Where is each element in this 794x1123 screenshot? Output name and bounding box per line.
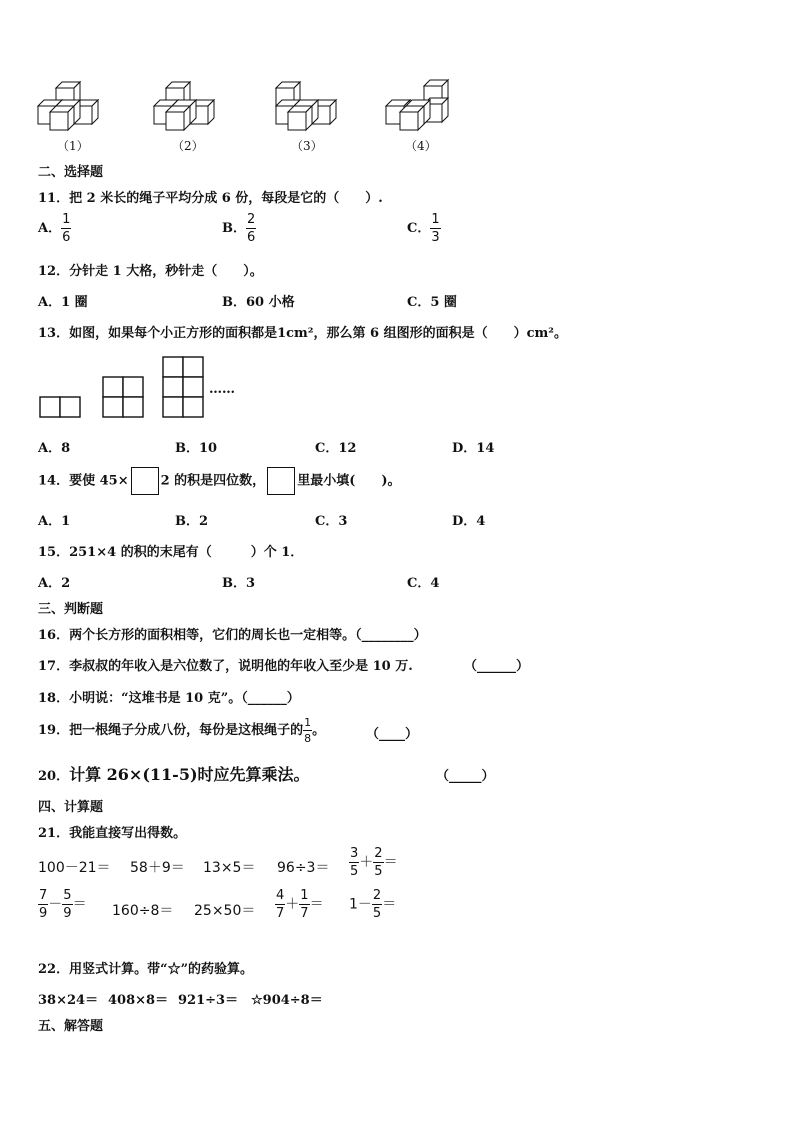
pattern-ellipsis: ……: [209, 382, 235, 397]
cube-caption-3: （3）: [291, 139, 323, 153]
calc-item: 160÷8＝: [112, 903, 174, 919]
cube-figure-2: [154, 82, 214, 130]
q12-option-a: A．1 圈: [38, 295, 88, 310]
q13-option-d: D．14: [452, 441, 495, 456]
question-11: 11．把 2 米长的绳子平均分成 6 份，每段是它的（ ）.: [38, 191, 383, 206]
calc-item: 25×50＝: [194, 903, 256, 919]
calc-fraction-item: $\frac{7}{9}$ － $\frac{5}{9}$ ＝: [39, 888, 87, 921]
q11-option-b: B． $\frac{2}{6}$: [222, 212, 256, 245]
question-17: 17．李叔叔的年收入是六位数了，说明他的年收入至少是 10 万.: [38, 659, 413, 674]
section-title-calculation: 四、计算题: [38, 800, 104, 815]
answer-box: [131, 467, 159, 495]
question-20: 20．计算 26×(11-5)时应先算乘法。: [38, 765, 310, 784]
q11-option-c: C． $\frac{1}{3}$: [407, 212, 440, 245]
vertical-calc-item: 921÷3＝: [178, 993, 239, 1008]
vertical-calc-item: 408×8＝: [108, 993, 169, 1008]
q19-blank: （____）: [366, 727, 419, 742]
q15-option-b: B．3: [222, 576, 256, 591]
q14-option-c: C．3: [315, 514, 348, 529]
question-15: 15．251×4 的积的末尾有（ ）个 1．: [38, 545, 304, 560]
q15-option-a: A．2: [38, 576, 71, 591]
question-12: 12．分针走 1 大格，秒针走（ ）。: [38, 264, 263, 279]
question-18: 18．小明说：“这堆书是 10 克”。（______）: [38, 691, 300, 706]
calc-item: 58＋9＝: [130, 860, 185, 876]
q15-option-c: C．4: [407, 576, 440, 591]
cube-figures: [34, 78, 464, 134]
q13-option-a: A．8: [38, 441, 71, 456]
vertical-calc-item: 38×24＝: [38, 993, 99, 1008]
cube-caption-1: （1）: [57, 139, 89, 153]
question-19: 19．把一根绳子分成八份，每份是这根绳子的 $\frac{1}{8}$ 。: [38, 716, 326, 745]
answer-box: [267, 467, 295, 495]
q13-option-c: C．12: [315, 441, 357, 456]
question-13: 13．如图，如果每个小正方形的面积都是1cm²，那么第 6 组图形的面积是（ ）cm²。: [38, 326, 567, 341]
cube-figure-4: [386, 80, 448, 130]
calc-item: 100－21＝: [38, 860, 111, 876]
vertical-calc-item: ☆904÷8＝: [251, 993, 323, 1008]
question-14: 14．要使 45× 2 的积是四位数， 里最小填( )。: [38, 467, 401, 495]
q20-blank: （_____）: [436, 769, 495, 784]
section-title-choice: 二、选择题: [38, 165, 104, 180]
question-22: 22．用竖式计算。带“☆”的药验算。: [38, 962, 254, 977]
cube-figure-3: [276, 82, 336, 130]
q14-option-a: A．1: [38, 514, 71, 529]
section-title-judgement: 三、判断题: [38, 602, 104, 617]
cube-caption-4: （4）: [405, 139, 437, 153]
calc-fraction-item: $\frac{4}{7}$ ＋ $\frac{1}{7}$ ＝: [276, 888, 324, 921]
q11-option-a: A． $\frac{1}{6}$: [38, 212, 71, 245]
square-pattern-figure: [38, 356, 208, 422]
calc-item: 13×5＝: [203, 860, 256, 876]
question-21: 21．我能直接写出得数。: [38, 826, 187, 841]
q14-option-b: B．2: [175, 514, 209, 529]
cube-figure-1: [38, 82, 98, 130]
q14-option-d: D．4: [452, 514, 486, 529]
q13-option-b: B．10: [175, 441, 218, 456]
calc-fraction-item: $\frac{3}{5}$ ＋ $\frac{2}{5}$ ＝: [350, 846, 398, 879]
cube-caption-2: （2）: [172, 139, 204, 153]
q17-blank: （______）: [464, 659, 530, 674]
calc-fraction-item: 1－ $\frac{2}{5}$ ＝: [349, 888, 397, 921]
calc-item: 96÷3＝: [277, 860, 330, 876]
question-16: 16．两个长方形的面积相等，它们的周长也一定相等。（________）: [38, 628, 427, 643]
section-title-problems: 五、解答题: [38, 1019, 104, 1034]
q12-option-b: B．60 小格: [222, 295, 295, 310]
q12-option-c: C．5 圈: [407, 295, 457, 310]
